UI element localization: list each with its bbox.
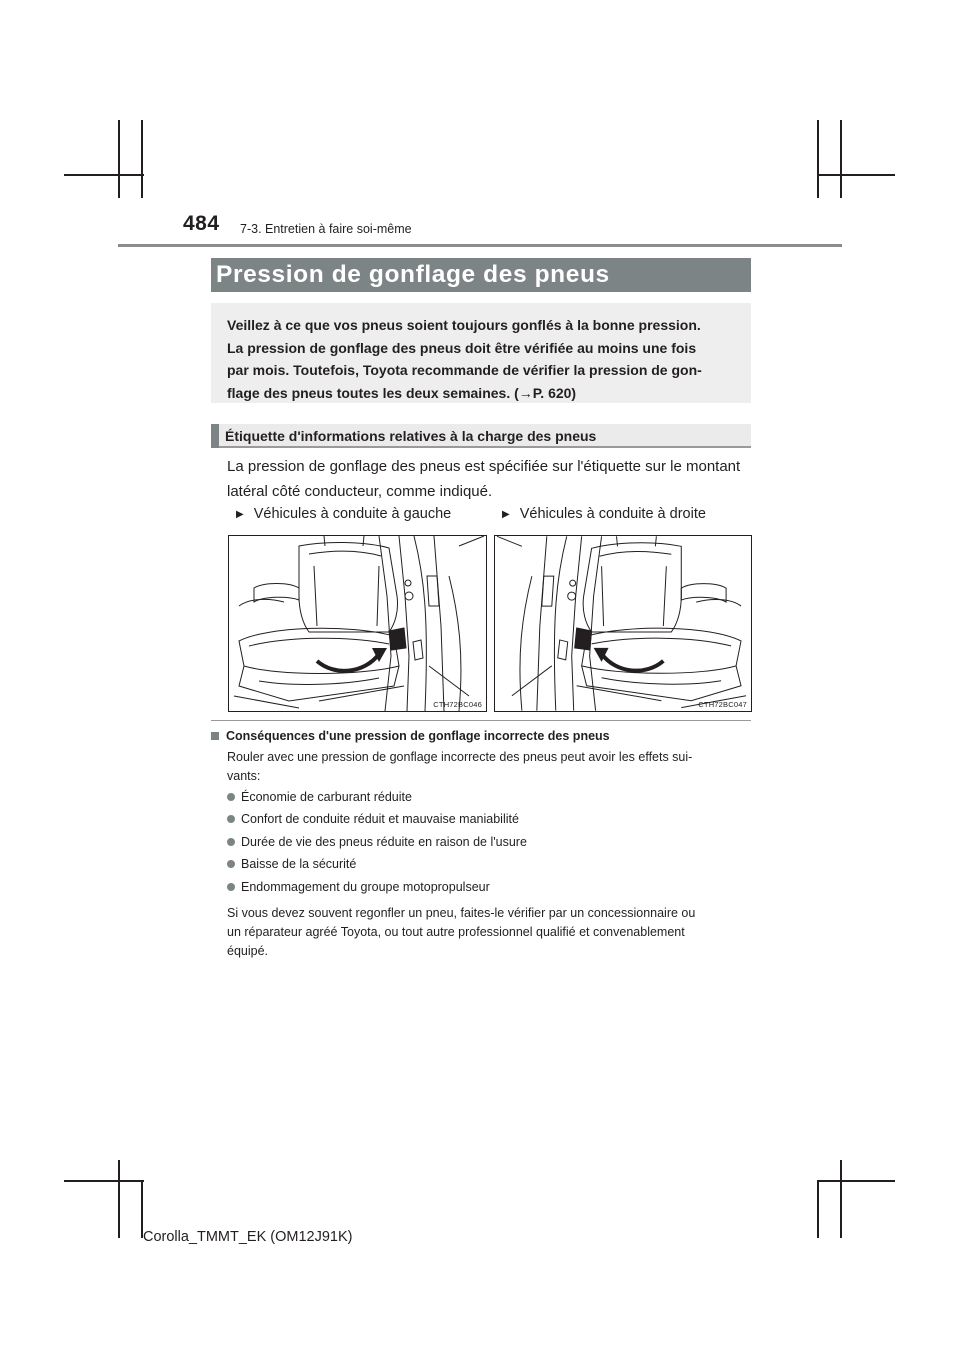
bullet-dot-icon <box>227 860 235 868</box>
figure-caption-text: Véhicules à conduite à droite <box>519 506 706 522</box>
list-item-text: Économie de carburant réduite <box>241 790 412 804</box>
figure-caption-left <box>236 506 451 522</box>
crop-mark <box>141 120 143 198</box>
body-line: La pression de gonflage des pneus est spécifiée sur l'étiquette sur le montant <box>227 458 741 475</box>
consequences-outro-line: un réparateur agréé Toyota, ou tout autre professionnel qualifié et convenablement <box>227 925 685 939</box>
crop-mark <box>118 120 120 198</box>
list-item-text: Confort de conduite réduit et mauvaise maniabilité <box>241 812 519 826</box>
consequences-outro-line: équipé. <box>227 944 269 958</box>
footer-model-code: Corolla_TMMT_EK (OM12J91K) <box>143 1229 353 1245</box>
list-item <box>227 880 490 894</box>
crop-mark <box>817 120 819 198</box>
crop-mark <box>817 174 895 176</box>
crop-mark <box>817 1180 819 1238</box>
consequences-outro-line: Si vous devez souvent regonfler un pneu, faites-le vérifier par un concessionnaire ou <box>227 906 696 920</box>
seat-illustration-icon <box>229 536 486 711</box>
subheading-marker <box>211 424 219 448</box>
intro-line: Veillez à ce que vos pneus soient toujours gonflés à la bonne pression. <box>227 317 701 333</box>
consequences-intro <box>227 748 745 786</box>
figure-code: CTH72BC047 <box>698 700 747 709</box>
list-item <box>227 790 412 804</box>
crop-mark <box>118 1160 120 1238</box>
consequences-heading-text: Conséquences d'une pression de gonflage incorrecte des pneus <box>226 729 610 743</box>
crop-mark <box>64 1180 144 1182</box>
intro-text <box>227 314 742 404</box>
header-rule <box>118 244 842 247</box>
figure-caption-text: Véhicules à conduite à gauche <box>253 506 452 522</box>
section-label: 7-3. Entretien à faire soi-même <box>240 222 412 236</box>
crop-mark <box>840 1160 842 1238</box>
square-bullet-icon <box>211 732 219 740</box>
seat-illustration-icon <box>495 536 751 711</box>
figure-rhd-seat-illustration <box>494 535 752 712</box>
figure-divider <box>211 720 751 721</box>
bullet-dot-icon <box>227 793 235 801</box>
crop-mark <box>64 174 144 176</box>
crop-mark <box>840 120 842 198</box>
consequences-outro <box>227 904 745 961</box>
intro-line: La pression de gonflage des pneus doit être vérifiée au moins une fois <box>227 339 697 356</box>
list-item <box>227 835 527 849</box>
figure-lhd-seat-illustration <box>228 535 487 712</box>
bullet-dot-icon <box>227 883 235 891</box>
list-item <box>227 812 519 826</box>
triangle-bullet-icon: ▶ <box>502 509 510 520</box>
triangle-bullet-icon: ▶ <box>236 509 244 520</box>
page-number: 484 <box>183 212 220 235</box>
subheading-rule <box>219 446 751 448</box>
intro-line: flage des pneus toutes les deux semaines. (→P. 620) <box>227 384 577 401</box>
figure-caption-right <box>502 506 706 522</box>
list-item-text: Durée de vie des pneus réduite en raison de l'usure <box>241 835 527 849</box>
crop-mark <box>817 1180 895 1182</box>
list-item-text: Baisse de la sécurité <box>241 857 357 871</box>
consequences-intro-line: vants: <box>227 769 261 783</box>
body-paragraph <box>227 455 747 504</box>
figure-code: CTH72BC046 <box>433 700 482 709</box>
bullet-dot-icon <box>227 838 235 846</box>
list-item <box>227 857 356 871</box>
consequences-intro-line: Rouler avec une pression de gonflage incorrecte des pneus peut avoir les effets sui- <box>227 750 693 764</box>
bullet-dot-icon <box>227 815 235 823</box>
subheading: Étiquette d'informations relatives à la charge des pneus <box>225 428 597 444</box>
page-title: Pression de gonflage des pneus <box>216 261 610 288</box>
intro-line: par mois. Toutefois, Toyota recommande de vérifier la pression de gon- <box>227 362 702 378</box>
consequences-heading <box>211 729 610 743</box>
body-line: latéral côté conducteur, comme indiqué. <box>227 482 493 500</box>
list-item-text: Endommagement du groupe motopropulseur <box>241 880 490 894</box>
